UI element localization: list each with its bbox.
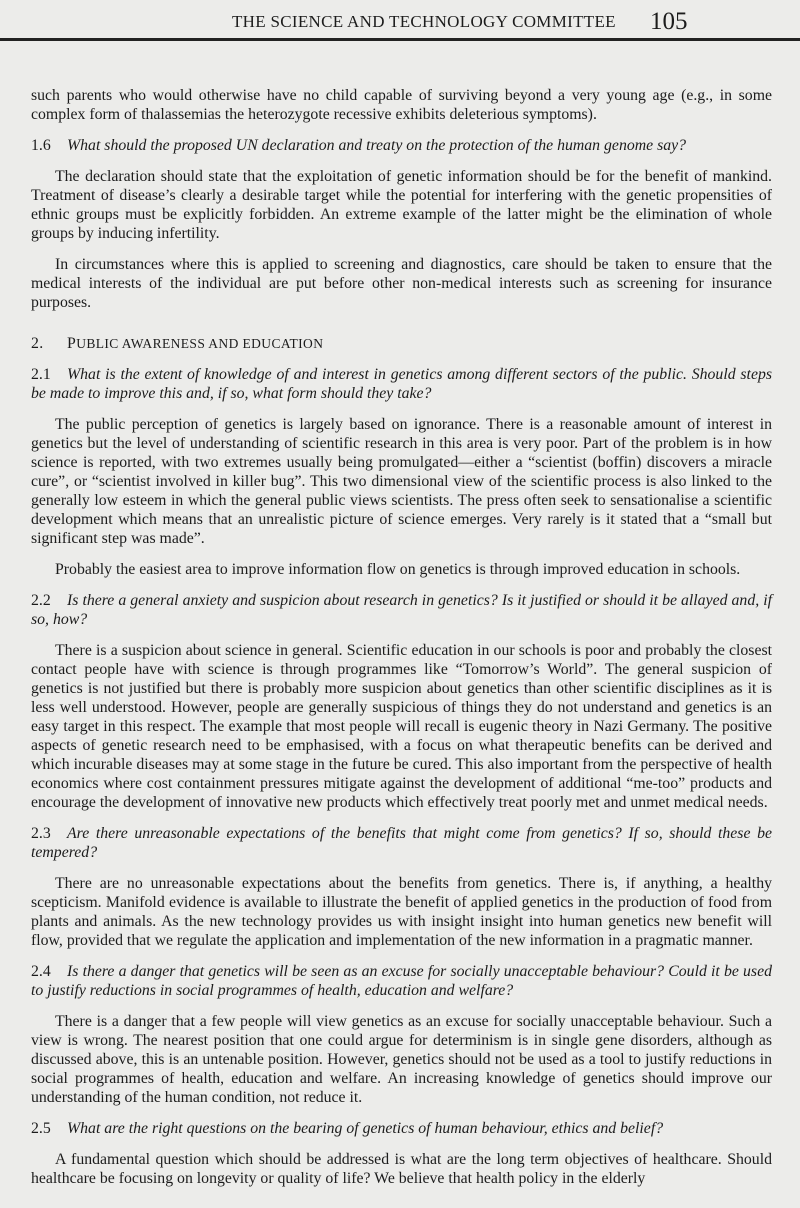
section-number: 2. xyxy=(31,335,44,352)
question-number: 1.6 xyxy=(31,137,51,154)
question-heading xyxy=(31,962,772,1000)
question-heading xyxy=(31,136,772,155)
question-number: 2.4 xyxy=(31,963,51,980)
section-heading xyxy=(31,334,772,353)
question-heading xyxy=(31,591,772,629)
question-text: Is there a general anxiety and suspicion about research in genetics? Is it justified or should it be allayed and, if so, how? xyxy=(31,592,772,628)
question-number: 2.5 xyxy=(31,1120,51,1137)
paragraph: In circumstances where this is applied to screening and diagnostics, care should be taken to ensure that the medical interests of the individual are put before other non-medical interests such as screening for insurance purposes. xyxy=(31,256,772,311)
body-text xyxy=(31,86,772,1200)
section-title-rest: UBLIC AWARENESS AND EDUCATION xyxy=(76,336,324,351)
question-number: 2.1 xyxy=(31,366,51,383)
paragraph: There is a suspicion about science in general. Scientific education in our schools is poor and probably the closest contact people have with science is through programmes like “Tomorrow’s World”. The general suspicion of genetics is not justified but there is probably more suspicion about genetics than other scientific disciplines as it is less well understood. However, people are generally suspicious of things they do not understand and genetics is an easy target in this respect. The example that most people will recall is eugenic theory in Nazi Germany. The positive aspects of genetic research need to be emphasised, with a focus on what therapeutic benefits can be derived and which incurable diseases may at some stage in the future be cured. This also important from the perspective of health economics where cost containment pressures mitigate against the development of additional “me-too” products and encourage the development of innovative new products which effectively treat poorly met and unmet medical needs. xyxy=(31,642,772,811)
question-number: 2.2 xyxy=(31,592,51,609)
paragraph: The public perception of genetics is largely based on ignorance. There is a reasonable amount of interest in genetics but the level of understanding of scientific research in this area is very poor. Part of the problem is in how science is reported, with two extremes usually being promulgated—either a “scientist (boffin) discovers a miracle cure”, or “scientist involved in killer bug”. This two dimensional view of the scientific process is also linked to the generally low esteem in which the general public views scientists. The press often seek to sensationalise a scientific development which means that an unrealistic picture of science emerges. Very rarely is it stated that a “small but significant step was made”. xyxy=(31,416,772,547)
running-head xyxy=(0,8,800,44)
question-text: Is there a danger that genetics will be seen as an excuse for socially unacceptable behaviour? Could it be used to justify reductions in social programmes of health, education and welfare? xyxy=(31,963,772,999)
paragraph: There is a danger that a few people will view genetics as an excuse for socially unacceptable behaviour. Such a view is wrong. The nearest position that one could argue for determinism is in single gene disorders, although as discussed above, this is an untenable position. However, genetics should not be used as a tool to justify reductions in social programmes of health, education and welfare. An increasing knowledge of genetics should improve our understanding of the human condition, not reduce it. xyxy=(31,1013,772,1106)
paragraph: Probably the easiest area to improve information flow on genetics is through improved education in schools. xyxy=(55,561,741,578)
question-text: What should the proposed UN declaration and treaty on the protection of the human genome say? xyxy=(67,137,687,154)
section-title-initial: P xyxy=(67,335,77,352)
question-heading xyxy=(31,824,772,862)
paragraph: such parents who would otherwise have no child capable of surviving beyond a very young age (e.g., in some complex form of thalassemias the heterozygote recessive exhibits deleterious symptoms). xyxy=(31,87,772,123)
paragraph: There are no unreasonable expectations about the benefits from genetics. There is, if anything, a healthy scepticism. Manifold evidence is available to illustrate the benefit of applied genetics in the production of food from plants and animals. As the new technology provides us with insight insight into human genetics new benefit will flow, provided that we regulate the application and implementation of the new information in a pragmatic manner. xyxy=(31,875,772,949)
question-text: What are the right questions on the bearing of genetics of human behaviour, ethics and belief? xyxy=(67,1120,664,1137)
question-text: What is the extent of knowledge of and interest in genetics among different sectors of the public. Should steps be made to improve this and, if so, what form should they take? xyxy=(31,366,772,402)
paragraph: A fundamental question which should be addressed is what are the long term objectives of healthcare. Should healthcare be focusing on longevity or quality of life? We believe that health policy in the elderly xyxy=(31,1151,772,1187)
page-number: 105 xyxy=(650,8,688,35)
question-number: 2.3 xyxy=(31,825,51,842)
question-heading xyxy=(31,1119,772,1138)
header-rule xyxy=(0,38,800,41)
running-head-title: THE SCIENCE AND TECHNOLOGY COMMITTEE xyxy=(232,12,616,31)
question-text: Are there unreasonable expectations of the benefits that might come from genetics? If so, should these be tempered? xyxy=(31,825,772,861)
question-heading xyxy=(31,365,772,403)
paragraph: The declaration should state that the exploitation of genetic information should be for the benefit of mankind. Treatment of disease’s clearly a desirable target while the potential for interfering with the genetic propensities of ethnic groups must be explicitly forbidden. An extreme example of the latter might be the elimination of whole groups by inducing infertility. xyxy=(31,168,772,242)
